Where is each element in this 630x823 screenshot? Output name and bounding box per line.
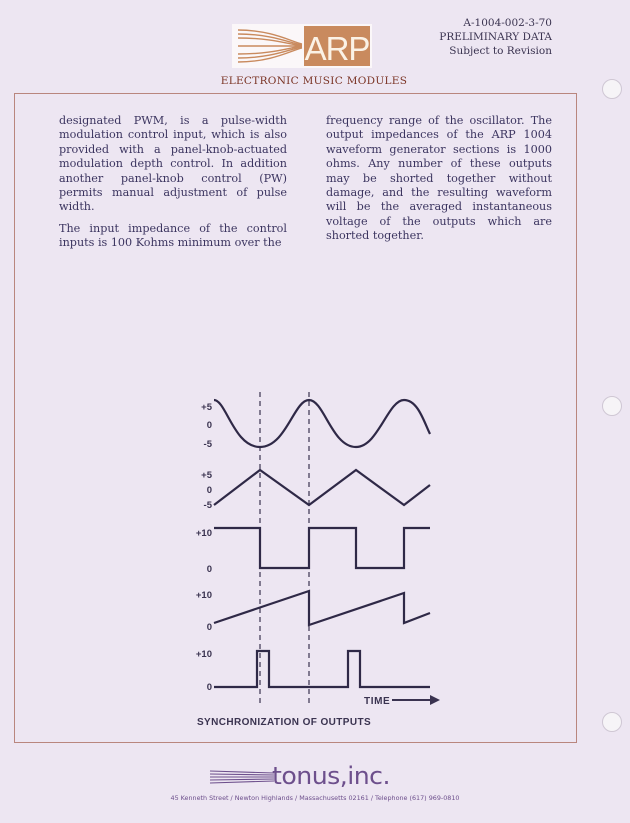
arp-logo-text: ARP [304,30,370,67]
sawtooth-wave [214,591,430,625]
tonus-logo-text: tonus,inc. [272,762,388,790]
tick-label: 0 [206,564,212,575]
punch-hole [602,79,622,99]
punch-hole [602,712,622,732]
chart-title: SYNCHRONIZATION OF OUTPUTS [196,717,372,728]
time-axis-label: TIME [364,696,391,707]
tick-label: +10 [195,528,212,539]
pulse-wave [214,651,430,687]
tick-label: +10 [195,590,212,601]
doc-status: PRELIMINARY DATA [439,31,552,43]
triangle-wave [214,470,430,505]
tick-label: -5 [203,439,212,450]
tick-label: 0 [206,622,212,633]
left-column [59,114,287,258]
document-reference [439,16,552,58]
time-arrowhead [430,695,440,705]
paragraph: The input impedance of the control inputs is 100 Kohms minimum over the [59,221,287,250]
tick-label: +5 [201,402,212,413]
sync-chart [190,392,440,737]
tick-label: 0 [206,420,212,431]
tick-label: 0 [206,485,212,496]
tonus-logo [208,762,388,792]
square-wave [214,528,430,568]
doc-number: A-1004-002-3-70 [463,17,552,29]
tick-label: 0 [206,682,212,693]
tick-label: +10 [195,649,212,660]
punch-hole [602,396,622,416]
tick-label: -5 [203,500,212,511]
paragraph: designated PWM, is a pulse-width modulation control input, which is also provided with a panel-knob-actuated modulation depth control. In addition another panel-knob control (PW) permits manual adjustment of pulse width. [59,114,287,214]
footer-address: 45 Kenneth Street / Newton Highlands / Massachusetts 02161 / Telephone (617) 969-0810 [170,794,460,802]
revision-note: Subject to Revision [449,45,552,57]
right-column [326,114,552,251]
arp-logo [232,24,372,68]
paragraph: frequency range of the oscillator. The output impedances of the ARP 1004 waveform generator sections is 1000 ohms. Any number of these outputs may be shorted together without damage, and the resulting waveform will be the averaged instantaneous voltage of the outputs which are shorted together. [326,114,552,243]
tick-label: +5 [201,470,212,481]
tagline: ELECTRONIC MUSIC MODULES [220,75,408,87]
sine-wave [214,400,430,447]
